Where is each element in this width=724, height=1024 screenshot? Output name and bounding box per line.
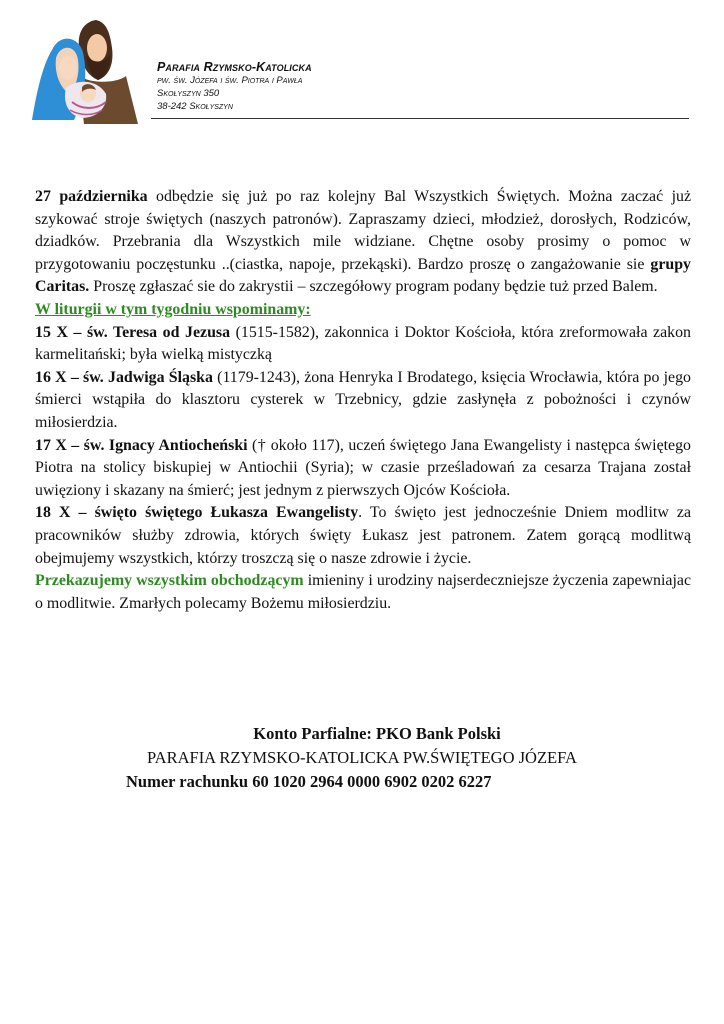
caritas-group: grupy Caritas. bbox=[35, 255, 691, 296]
saint-text: († około 117), uczeń świętego Jana Ewangelisty i następca świętego Piotra na stolicy biskupiej w Antiochii (Syria); w czasie prześladowań za cesarza Trajana został uwięziony i skazany na śmierć; jest jednym z pierwszych Ojców Kościoła. bbox=[35, 436, 691, 499]
bank-name: Konto Parfialne: PKO Bank Polski bbox=[253, 724, 501, 743]
parish-postal: 38-242 Skołyszyn bbox=[157, 101, 233, 112]
wishes-paragraph bbox=[35, 570, 691, 615]
ball-date: 27 października bbox=[35, 188, 148, 205]
saint-text: (1179-1243), żona Henryka I Brodatego, księcia Wrocławia, która po jego śmierci wstąpiła do klasztoru cysterek w Trzebnicy, gdzie zasłynęła z pobożności i czynów miłosierdzia. bbox=[35, 368, 692, 431]
saint-text: . To święto jest jednocześnie Dniem modlitw za pracowników służby zdrowia, których święty Łukasz jest patronem. Zatem gorącą modlitwą obejmujemy wszystkich, którzy troszczą się o nasze zdrowie i życie. bbox=[35, 504, 691, 567]
saint-entry bbox=[35, 502, 691, 570]
announcements-body bbox=[35, 186, 691, 615]
ball-text-end: Proszę zgłaszać sie do zakrystii – szczegółowy program podany będzie tuż przed Balem. bbox=[89, 278, 658, 296]
parish-name: Parafia Rzymsko-Katolicka bbox=[157, 60, 312, 74]
saint-name: 18 X – święto świętego Łukasza Ewangelisty bbox=[35, 504, 359, 522]
parish-patrons: pw. św. Józefa i św. Piotra i Pawła bbox=[157, 75, 303, 86]
wishes-lead: Przekazujemy wszystkim obchodzącym bbox=[35, 572, 304, 590]
bank-account-footer bbox=[0, 722, 724, 794]
saint-name: 17 X – św. Ignacy Antiocheński bbox=[35, 436, 248, 454]
saint-name: 15 X – św. Teresa od Jezusa bbox=[35, 323, 231, 341]
header-divider bbox=[151, 118, 689, 119]
account-number: Numer rachunku 60 1020 2964 0000 6902 0202 6227 bbox=[126, 772, 492, 791]
page-header bbox=[0, 0, 724, 130]
parish-street: Skołyszyn 350 bbox=[157, 88, 220, 99]
saint-entry bbox=[35, 322, 691, 367]
saint-entry bbox=[35, 435, 691, 503]
parish-address-block bbox=[157, 60, 312, 113]
liturgy-heading-text: W liturgii w tym tygodniu wspominamy: bbox=[35, 300, 311, 318]
saint-entry bbox=[35, 367, 691, 435]
saint-text: (1515-1582), zakonnica i Doktor Kościoła, która zreformowała zakon karmelitański; była wielką mistyczką bbox=[35, 323, 691, 364]
account-holder: PARAFIA RZYMSKO-KATOLICKA PW.ŚWIĘTEGO JÓZEFA bbox=[147, 748, 577, 767]
holy-family-logo bbox=[26, 14, 148, 126]
wishes-text: imieniny i urodziny najserdeczniejsze życzenia zapewniajac o modlitwie. Zmarłych polecamy Bożemu miłosierdziu. bbox=[35, 572, 691, 612]
liturgy-heading bbox=[35, 299, 691, 322]
ball-text: odbędzie się już po raz kolejny Bal Wszystkich Świętych. Można zaczać już szykować stroje świętych (naszych patronów). Zapraszamy dzieci, młodzież, dorosłych, Rodziców, dziadków. Przebrania dla Wszystkich mile widziane. Chętne osoby prosimy o pomoc w przygotowaniu poczęstunku ..(ciastka, napoje, przekąski). Bardzo proszę o zangażowanie sie bbox=[35, 188, 691, 273]
saint-name: 16 X – św. Jadwiga Śląska bbox=[35, 368, 213, 386]
ball-announcement bbox=[35, 186, 691, 299]
